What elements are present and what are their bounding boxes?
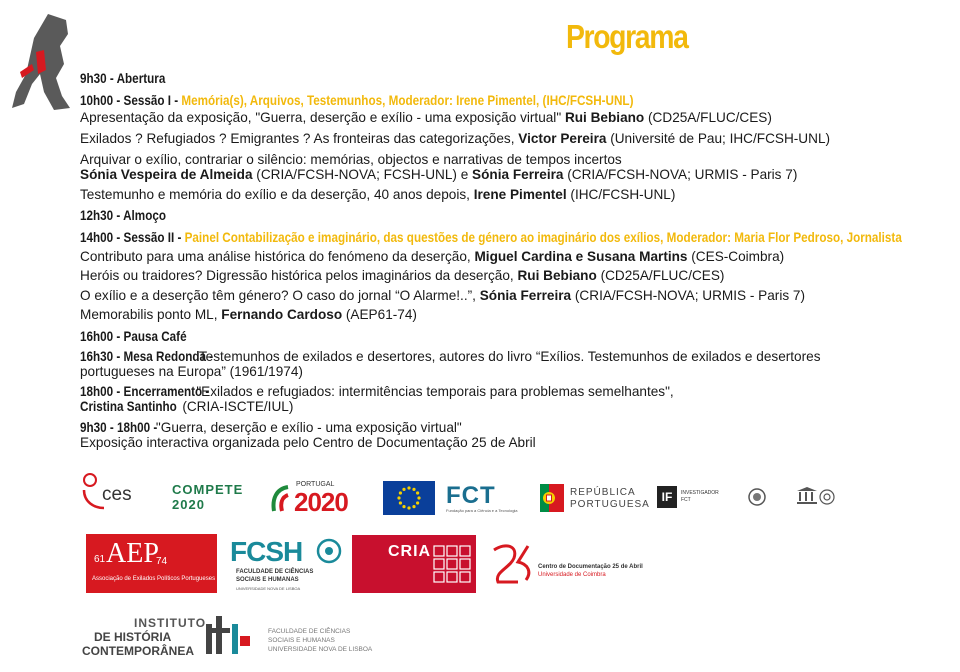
fcsh-subtitle-2: SOCIAIS E HUMANAS: [236, 577, 299, 583]
program-talk: Contributo para uma análise histórica do fenómeno da deserção, Miguel Cardina e Susana Martins (CES-Coimbra): [80, 249, 785, 264]
aep-74: 74: [156, 556, 168, 567]
fcsh-subtitle-1: FACULDADE DE CIÊNCIAS: [236, 569, 314, 575]
aep-subtitle: Associação de Exilados Políticos Portugueses: [92, 576, 216, 582]
investigador-fct-logo: [657, 486, 727, 510]
program-talk-speakers: Sónia Vespeira de Almeida (CRIA/FCSH-NOVA; FCSH-UNL) e Sónia Ferreira (CRIA/FCSH-NOVA; URMIS - Paris 7): [80, 167, 798, 182]
republica-text-line-2: PORTUGUESA: [570, 499, 650, 510]
program-item-sessao-2: 14h00 - Sessão II - Painel Contabilização e imaginário, das questões de género ao imaginário dos exílios, Moderador: Maria Flor Pedroso, Jornalista: [80, 230, 902, 245]
program-talk: Testemunho e memória do exílio e da deserção, 40 anos depois, Irene Pimentel (IHC/FCSH-UNL): [80, 187, 676, 202]
program-item-sessao-1: 10h00 - Sessão I - Memória(s), Arquivos, Testemunhos, Moderador: Irene Pimentel, (IHC/FCSH-UNL): [80, 93, 634, 108]
aep-text: AEP: [106, 538, 159, 569]
cd25-text-line-2: Universidade de Coimbra: [538, 572, 606, 578]
portugal-2020-mark-icon: [270, 485, 290, 515]
cd25-abril-logo: [488, 540, 658, 590]
aep-logo: [86, 534, 217, 593]
ihc-faculty-line-1: FACULDADE DE CIÊNCIAS: [268, 628, 351, 635]
program-talk: O exílio e a deserção têm género? O caso do jornal “O Alarme!..”, Sónia Ferreira (CRIA/FCSH-NOVA; URMIS - Paris 7): [80, 288, 805, 303]
ihc-text-line-3: CONTEMPORÂNEA: [82, 644, 195, 658]
program-talk: Memorabilis ponto ML, Fernando Cardoso (AEP61-74): [80, 307, 417, 322]
fcsh-logo: [230, 536, 344, 594]
ces-logo-text: ces: [102, 484, 132, 505]
program-item-encerramento: 18h00 - Encerramento -"Exilados e refugiados: intermitências temporais para problemas semelhantes",: [80, 384, 674, 399]
cd25-text-line-1: Centro de Documentação 25 de Abril: [538, 564, 643, 570]
program-item-encerramento-speaker: Cristina Santinho (CRIA-ISCTE/IUL): [80, 399, 294, 414]
aep-61: 61: [94, 554, 106, 565]
ihc-logo: [82, 614, 382, 670]
partner-emblems: [745, 485, 855, 511]
fcsh-emblem-icon: [316, 538, 342, 564]
program-talk: Arquivar o exílio, contrariar o silêncio: memórias, objectos e narrativas de tempos incertos: [80, 152, 622, 167]
cria-logo: [352, 535, 476, 593]
portugal-label: PORTUGAL: [296, 481, 335, 488]
compete-2020-logo: [168, 480, 260, 514]
portugal-coat-of-arms-icon: [540, 484, 564, 512]
ces-logo: [80, 470, 160, 514]
program-item-mesa-redonda: 16h30 - Mesa Redonda -Testemunhos de exilados e desertores, autores do livro “Exílios. Testemunhos de exilados e desertores: [80, 349, 821, 364]
program-item-almoco: 12h30 - Almoço: [80, 208, 166, 223]
program-item-mesa-redonda-cont: portugueses na Europa” (1961/1974): [80, 364, 303, 379]
cria-pattern-icon: [432, 544, 472, 584]
ihc-text-line-1: INSTITUTO: [134, 616, 207, 630]
ihc-text-line-2: DE HISTÓRIA: [94, 630, 172, 644]
program-item-abertura: 9h30 - Abertura: [80, 71, 166, 86]
ihc-faculty-line-3: UNIVERSIDADE NOVA DE LISBOA: [268, 646, 373, 653]
program-talk: Exilados ? Refugiados ? Emigrantes ? As fronteiras das categorizações, Victor Pereira (Université de Pau; IHC/FCSH-UNL): [80, 131, 831, 146]
investigador-text: INVESTIGADOR: [681, 490, 719, 496]
program-title: Programa: [566, 18, 688, 55]
ihc-faculty-line-2: SOCIAIS E HUMANAS: [268, 637, 335, 644]
compete-logo-text: COMPETE 2020: [172, 482, 244, 512]
fcsh-subtitle-3: UNIVERSIDADE NOVA DE LISBOA: [236, 586, 301, 591]
fct-logo: [446, 482, 530, 516]
cria-logo-text: CRIA: [388, 543, 432, 560]
eu-stars-icon: [383, 481, 435, 515]
program-item-exposicao: 9h30 - 18h00 -"Guerra, deserção e exílio - uma exposição virtual": [80, 420, 462, 435]
republica-portuguesa-logo: [540, 481, 650, 515]
fct-logo-subtitle: Fundação para a Ciência e a Tecnologia: [446, 508, 518, 513]
program-talk: Apresentação da exposição, "Guerra, deserção e exílio - uma exposição virtual" Rui Bebiano (CD25A/FLUC/CES): [80, 110, 772, 125]
portugal-2020-text: 2020: [294, 487, 348, 517]
fcsh-logo-text: FCSH: [230, 536, 303, 567]
cd25-mark-icon: [488, 542, 536, 586]
program-item-exposicao-cont: Exposição interactiva organizada pelo Centro de Documentação 25 de Abril: [80, 435, 536, 450]
walking-figure-illustration: [10, 12, 72, 114]
program-item-pausa: 16h00 - Pausa Café: [80, 329, 187, 344]
if-mark: IF: [657, 486, 677, 508]
portugal-2020-logo: [270, 479, 372, 517]
republica-text-line-1: REPÚBLICA: [570, 487, 636, 498]
fct-logo-text: FCT: [446, 482, 496, 509]
program-talk: Heróis ou traidores? Digressão histórica pelos imaginários da deserção, Rui Bebiano (CD25A/FLUC/CES): [80, 268, 725, 283]
investigador-fct-text: FCT: [681, 497, 691, 503]
ihc-mark-icon: [206, 616, 250, 656]
eu-flag-logo: [383, 481, 435, 515]
institution-emblems-icon: [745, 485, 855, 511]
